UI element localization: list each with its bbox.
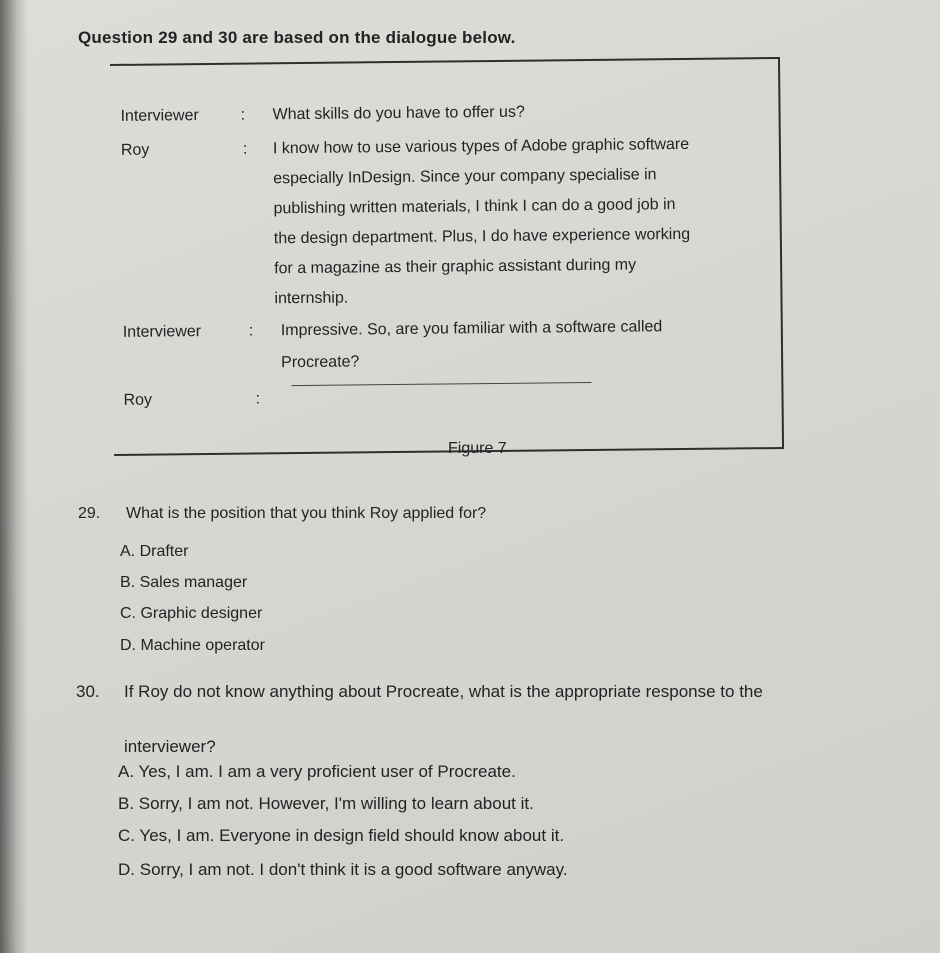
option-letter: D.	[118, 860, 135, 879]
option-letter: C.	[120, 605, 136, 622]
question-text: What is the position that you think Roy applied for?	[126, 505, 487, 522]
option-letter: A.	[118, 762, 135, 781]
option-text: Sales manager	[139, 574, 248, 591]
question-30-continued: interviewer?	[124, 737, 216, 756]
dialogue-line: Impressive. So, are you familiar with a software called	[280, 318, 663, 340]
option-letter: B.	[120, 574, 136, 591]
speaker-roy: Roy	[120, 141, 150, 159]
dialogue-line: Procreate?	[281, 353, 360, 372]
option-letter: B.	[118, 794, 135, 813]
option-30-c	[118, 826, 564, 846]
option-29-c	[120, 605, 262, 623]
option-text: Machine operator	[140, 637, 265, 654]
dialogue-line: What skills do you have to offer us?	[272, 103, 525, 124]
option-text: Sorry, I am not. I don't think it is a good software anyway.	[139, 860, 568, 879]
option-30-a	[118, 762, 516, 782]
speaker-colon: :	[255, 390, 261, 408]
dialogue-line: especially InDesign. Since your company specialise in	[273, 166, 657, 188]
speaker-colon: :	[248, 322, 254, 340]
option-text: Sorry, I am not. However, I'm willing to learn about it.	[138, 794, 534, 813]
speaker-colon: :	[242, 140, 248, 158]
answer-blank-line	[291, 382, 591, 386]
question-number: 29.	[78, 505, 101, 522]
dialogue-line: publishing written materials, I think I can do a good job in	[273, 196, 676, 218]
option-30-d	[118, 860, 568, 880]
figure-caption: Figure 7	[448, 440, 507, 457]
section-heading: Question 29 and 30 are based on the dialogue below.	[78, 28, 516, 47]
question-number: 30.	[76, 682, 100, 701]
speaker-roy: Roy	[123, 391, 153, 409]
option-text: Yes, I am. I am a very proficient user of Procreate.	[138, 762, 516, 781]
dialogue-figure	[110, 57, 784, 456]
speaker-colon: :	[240, 106, 246, 124]
question-29	[78, 505, 486, 523]
speaker-interviewer: Interviewer	[122, 323, 202, 341]
option-text: Drafter	[139, 543, 189, 560]
option-29-b	[120, 574, 247, 592]
option-letter: C.	[118, 826, 135, 845]
dialogue-line: I know how to use various types of Adobe graphic software	[272, 135, 690, 158]
speaker-interviewer: Interviewer	[120, 107, 199, 125]
option-29-d	[120, 637, 265, 655]
option-letter: D.	[120, 637, 136, 654]
dialogue-line: for a magazine as their graphic assistant during my	[274, 256, 637, 278]
question-text: If Roy do not know anything about Procreate, what is the appropriate response to the	[124, 682, 763, 701]
option-letter: A.	[120, 543, 136, 560]
option-30-b	[118, 794, 534, 814]
question-30	[76, 682, 763, 702]
page-edge-shadow	[0, 0, 28, 953]
option-text: Yes, I am. Everyone in design field should know about it.	[139, 826, 565, 845]
option-text: Graphic designer	[140, 605, 263, 622]
option-29-a	[120, 543, 188, 561]
dialogue-line: the design department. Plus, I do have experience working	[273, 225, 691, 248]
dialogue-line: internship.	[274, 289, 349, 308]
